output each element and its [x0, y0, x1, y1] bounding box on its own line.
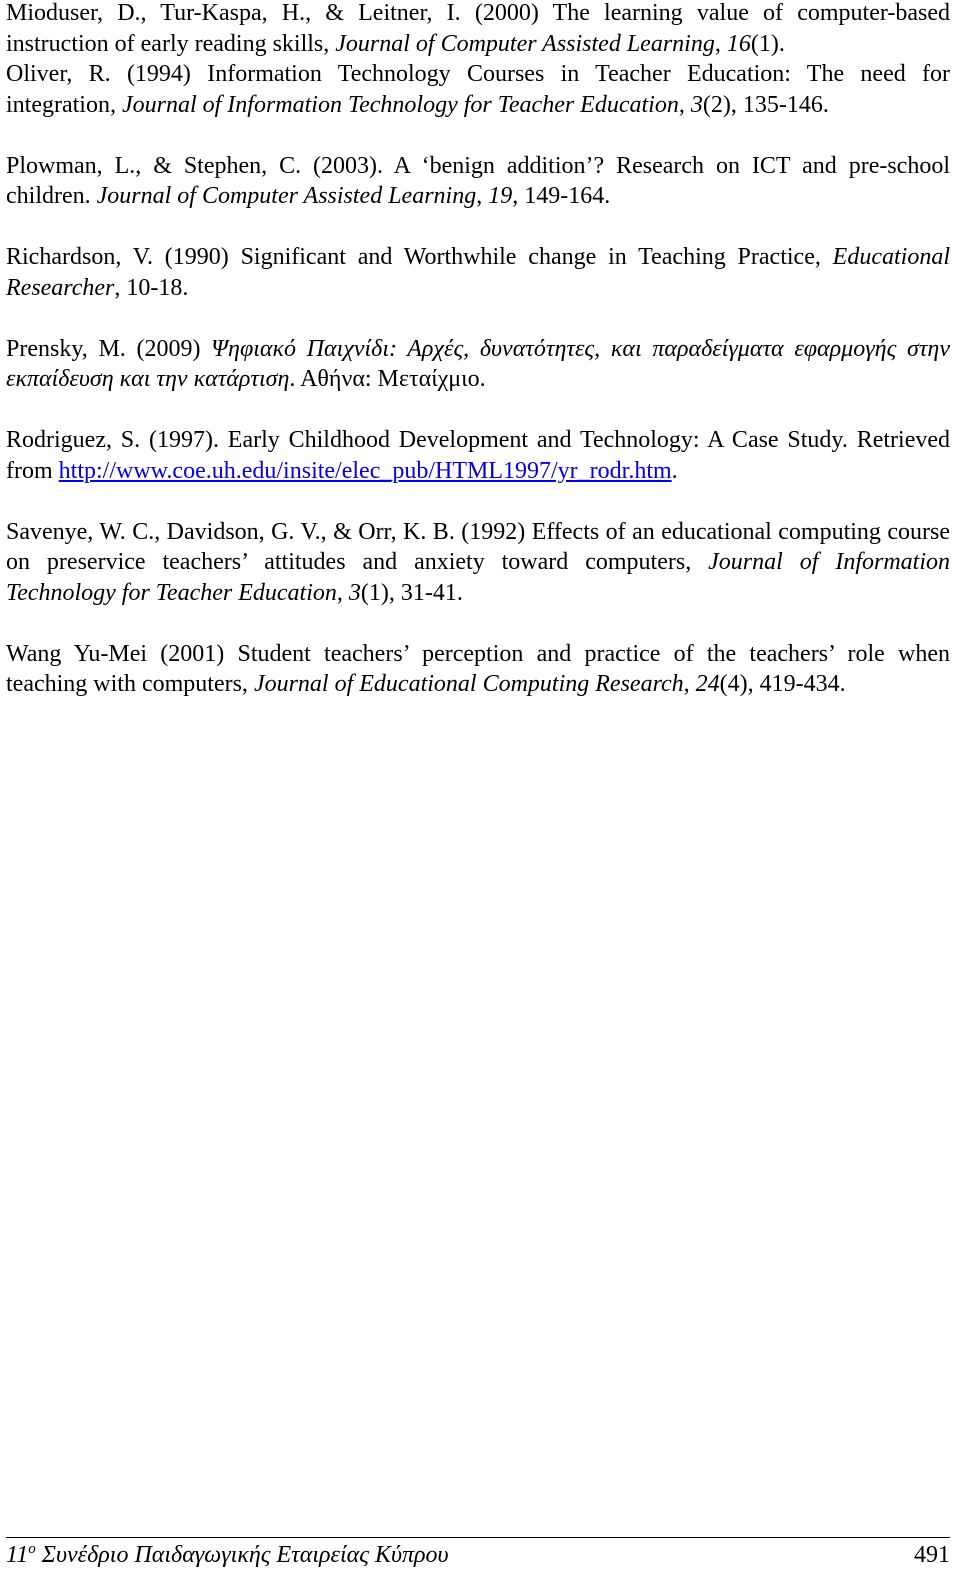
volume-number: 24 [695, 671, 720, 697]
reference-text: Oliver, R. (1994) Information Technology Courses in Teacher Education: The need for integration, [6, 61, 950, 118]
reference-tail: (4), 419-434. [719, 671, 846, 697]
conference-number: 11 [6, 1542, 29, 1568]
volume-number: 3 [690, 91, 703, 118]
volume-number: 16 [726, 30, 751, 57]
journal-title: Educational Researcher [6, 244, 950, 301]
reference-entry [6, 59, 950, 120]
conference-name [6, 1540, 449, 1570]
separator: , [336, 579, 349, 606]
reference-entry [6, 0, 950, 59]
book-title: Ψηφιακό Παιχνίδι: Αρχές, δυνατότητες, και παραδείγματα εφαρμογής στην εκπαίδευση και την κατάρτιση [6, 335, 950, 392]
reference-tail: (1), 31-41. [360, 579, 463, 606]
journal-title: Journal of Information Technology for Teacher Education [6, 549, 950, 606]
separator: , [714, 30, 727, 57]
reference-entry [6, 151, 950, 212]
journal-title: Journal of Educational Computing Research [253, 671, 684, 697]
journal-title: Journal of Information Technology for Teacher Education [121, 91, 679, 118]
reference-tail: (1). [750, 30, 785, 57]
journal-title: Journal of Computer Assisted Learning [96, 183, 477, 209]
reference-text: Prensky, M. (2009) [6, 335, 212, 362]
reference-text: Savenye, W. C., Davidson, G. V., & Orr, K. B. (1992) Effects of an educational computing course on preservice teachers’ attitudes and anxiety toward computers, [6, 518, 950, 575]
reference-link[interactable]: http://www.coe.uh.edu/insite/elec_pub/HTML1997/yr_rodr.htm [58, 457, 672, 484]
reference-tail: . [671, 457, 678, 484]
reference-tail: , 10-18. [114, 274, 189, 301]
reference-text: Mioduser, D., Tur-Kaspa, H., & Leitner, I. (2000) The learning value of computer-based instruction of early reading skills, [6, 0, 950, 57]
reference-text: Plowman, L., & Stephen, C. (2003). A ‘benign addition’? Research on ICT and pre-school children. [6, 152, 950, 209]
volume-number: 3 [348, 579, 361, 606]
reference-entry [6, 639, 950, 700]
reference-text: Rodriguez, S. (1997). Early Childhood Development and Technology: A Case Study. Retrieved from [6, 427, 950, 484]
reference-text: Richardson, V. (1990) Significant and Worthwhile change in Teaching Practice, [6, 244, 833, 270]
journal-title: Journal of Computer Assisted Learning [335, 30, 715, 57]
separator: , [476, 183, 489, 209]
conference-title: Συνέδριο Παιδαγωγικής Εταιρείας Κύπρου [35, 1542, 449, 1568]
page-footer [6, 1537, 950, 1570]
reference-entry [6, 425, 950, 486]
separator: , [683, 671, 696, 697]
reference-text: Wang Yu-Mei (2001) Student teachers’ perception and practice of the teachers’ role when teaching with computers, [6, 640, 950, 697]
reference-tail: . Αθήνα: Μεταίχμιο. [289, 366, 486, 392]
reference-entry [6, 334, 950, 395]
reference-list [6, 0, 950, 700]
reference-tail: (2), 135-146. [702, 91, 829, 118]
reference-tail: , 149-164. [512, 183, 611, 209]
page-number: 491 [914, 1542, 950, 1568]
volume-number: 19 [488, 183, 513, 209]
reference-entry [6, 517, 950, 609]
reference-entry [6, 242, 950, 303]
separator: , [678, 91, 691, 118]
ordinal-superscript: ο [28, 1541, 36, 1557]
